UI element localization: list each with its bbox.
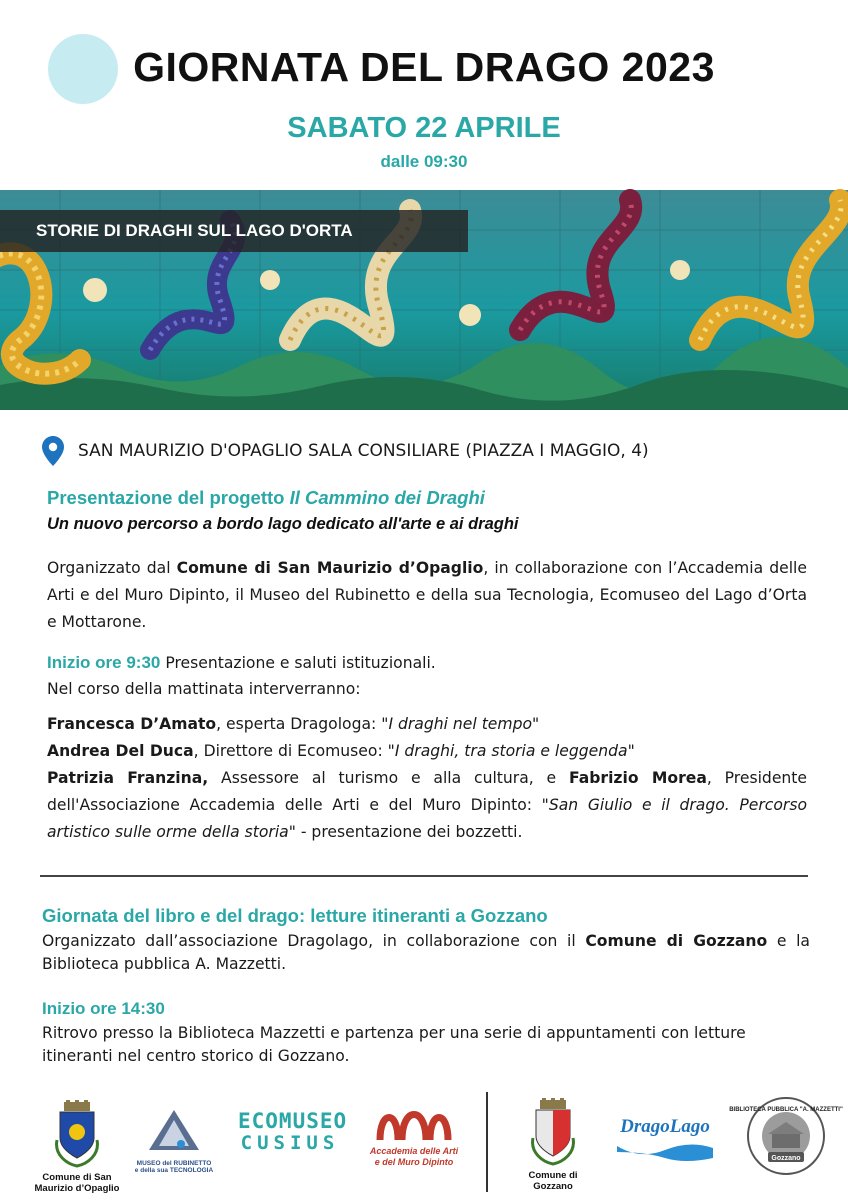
section2-start-time: Inizio ore 14:30 [42,999,165,1018]
org-text-bold: Comune di San Maurizio d’Opaglio [176,559,484,577]
speaker-2 [47,738,807,765]
section1-heading-prefix: Presentazione del progetto [47,487,290,508]
speaker-quote-end: " [627,742,635,760]
speaker-role: , esperta Dragologa: " [216,715,389,733]
org-text-before: Organizzato dal [47,559,177,577]
accademia-arch-icon [374,1102,454,1142]
speaker-name-2: Fabrizio Morea [568,769,707,787]
ecomuseo-wordmark: ECOMUSEO [238,1109,348,1133]
speaker-3 [47,765,807,846]
cusius-wordmark: CUSIUS [240,1132,340,1154]
dragolago-wordmark: DragoLago [620,1116,710,1137]
speaker-role: , Direttore di Ecomuseo: " [193,742,395,760]
logos-separator [486,1092,488,1192]
speaker-role: Assessore al turismo e alla cultura, e [208,769,569,787]
museo-rubinetto-icon [139,1106,209,1156]
logo-comune-san-maurizio [22,1100,132,1194]
logo-caption-line1: Comune di [528,1170,578,1181]
logo-dragolago [612,1116,718,1166]
biblioteca-seal-icon [729,1096,843,1176]
banner-label: STORIE DI DRAGHI SUL LAGO D'ORTA [0,210,468,252]
event-time: dalle 09:30 [380,152,468,171]
org2-text-bold: Comune di Gozzano [585,932,768,950]
wave-icon [615,1138,715,1162]
speaker-talk: San Giulio e il drago. Percorso artistico sulle orme della storia [47,796,807,841]
logo-museo-rubinetto [134,1106,214,1174]
logo-biblioteca-mazzetti [729,1096,843,1180]
section1-start-time: Inizio ore 9:30 [47,653,161,672]
location-text: SAN MAURIZIO D'OPAGLIO SALA CONSILIARE (PIAZZA I MAGGIO, 4) [78,441,649,461]
logo-caption-line1: Comune di San [42,1172,112,1183]
section1-heading-project: Il Cammino dei Draghi [289,487,485,508]
org2-text-after: e la Biblioteca pubblica A. Mazzetti. [42,932,810,973]
logo-caption-line1: Accademia delle Arti [369,1146,459,1156]
section1-heading [47,487,485,509]
logo-comune-gozzano [510,1098,596,1192]
logo-caption-line2: e della sua TECNOLOGIA [134,1167,214,1174]
logo-caption-line2: Gozzano [533,1181,573,1192]
section2-organizer-text [42,930,810,976]
logo-caption-line2: Maurizio d’Opaglio [34,1183,120,1194]
section2-description: Ritrovo presso la Biblioteca Mazzetti e partenza per una serie di appuntamenti con letture itineranti nel centro storico di Gozzano. [42,1024,746,1065]
section1-start-text: Presentazione e saluti istituzionali. [160,654,436,672]
gozzano-coat-of-arms-icon [528,1098,578,1166]
event-date: SABATO 22 APRILE [287,112,561,144]
speaker-name: Francesca D’Amato [47,715,217,733]
dragon-banner-image [0,190,848,410]
logo-caption-line1: MUSEO del RUBINETTO [136,1160,212,1167]
event-location [42,436,649,466]
org-text-after: , in collaborazione con l’Accademia delle Arti e del Muro Dipinto, il Museo del Rubinetto e della sua Tecnologia, Ecomuseo del Lago d’Orta e Mottarone. [47,559,807,631]
location-pin-icon [42,436,64,466]
speaker-1 [47,711,807,738]
logo-accademia-arti [366,1102,462,1168]
section1-organizer-text [47,555,807,636]
biblioteca-ring-text: BIBLIOTECA PUBBLICA "A. MAZZETTI" [729,1107,843,1113]
coat-of-arms-icon [52,1100,102,1168]
page-title: GIORNATA DEL DRAGO 2023 [133,44,715,90]
biblioteca-center-text: Gozzano [771,1155,801,1162]
section1-start [47,649,807,677]
speaker-role-2: , Presidente dell'Associazione Accademia delle Arti e del Muro Dipinto: " [47,769,808,814]
speaker-talk-end: " - presentazione dei bozzetti. [288,823,523,841]
partner-logos [0,1092,848,1200]
speaker-talk: I draghi nel tempo [388,715,533,733]
speaker-quote-end: " [532,715,540,733]
section1-morning-text: Nel corso della mattinata interverranno: [47,680,361,698]
logo-ecomuseo-cusius [238,1109,348,1154]
speaker-talk: I draghi, tra storia e leggenda [394,742,628,760]
speaker-name: Andrea Del Duca [47,742,194,760]
section-divider [40,875,808,877]
speaker-name: Patrizia Franzina, [47,769,209,787]
section2-heading: Giornata del libro e del drago: letture itineranti a Gozzano [42,905,548,926]
logo-caption-line2: e del Muro Dipinto [374,1157,454,1167]
org2-text-before: Organizzato dall’associazione Dragolago, in collaborazione con il [42,932,586,950]
section1-subheading: Un nuovo percorso a bordo lago dedicato all'arte e ai draghi [47,515,519,533]
